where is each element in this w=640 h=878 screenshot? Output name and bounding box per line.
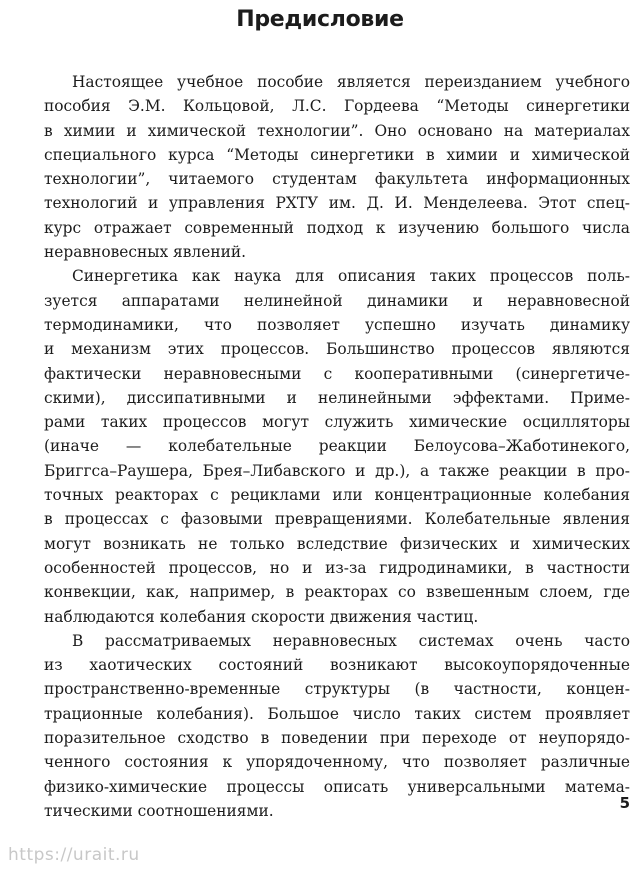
- text-line: рами таких процессов могут служить химические осцилляторы: [44, 413, 630, 432]
- text-line: технологии”, читаемого студентам факультета информационных: [44, 170, 630, 189]
- text-line: в химии и химической технологии”. Оно основано на материалах: [44, 121, 630, 140]
- text-line: ченного состояния к упорядоченному, что позволяет различные: [44, 753, 630, 772]
- paragraph-3: [44, 629, 630, 823]
- page-number: 5: [619, 794, 630, 812]
- text-line: курс отражает современный подход к изучению большого числа: [44, 218, 630, 237]
- text-line: трационные колебания). Большое число таких систем проявляет: [44, 704, 630, 723]
- text-line: могут возникать не только вследствие физических и химических: [44, 534, 630, 553]
- text-line: физико-химические процессы описать универсальными матема-: [44, 777, 630, 796]
- text-line: специального курса “Методы синергетики в химии и химической: [44, 145, 630, 164]
- text-line: конвекции, как, например, в реакторах со взвешенным слоем, где: [44, 583, 630, 602]
- text-line: поразительное сходство в поведении при переходе от неупорядо-: [44, 729, 630, 748]
- text-line: (иначе — колебательные реакции Белоусова–Жаботинекого,: [44, 437, 630, 456]
- text-line: зуется аппаратами нелинейной динамики и неравновесной: [44, 291, 630, 310]
- text-line: Синергетика как наука для описания таких процессов поль-: [72, 267, 630, 286]
- watermark-url: https://urait.ru: [8, 845, 140, 865]
- text-line: особенностей процессов, но и из-за гидродинамики, в частности: [44, 558, 630, 577]
- text-line: точных реакторах с рециклами или концентрационные колебания: [44, 486, 630, 505]
- text-line: фактически неравновесными с кооперативными (синергетиче-: [44, 364, 630, 383]
- body-text: [44, 70, 630, 823]
- text-line: в процессах с фазовыми превращениями. Колебательные явления: [44, 510, 630, 529]
- text-line: В рассматриваемых неравновесных системах очень часто: [72, 631, 630, 650]
- text-line: тическими соотношениями.: [44, 801, 274, 820]
- text-line: пособия Э.М. Кольцовой, Л.С. Гордеева “Методы синергетики: [44, 97, 630, 116]
- text-line: пространственно-временные структуры (в частности, концен-: [44, 680, 630, 699]
- text-line: Настоящее учебное пособие является переизданием учебного: [72, 73, 630, 91]
- page-title: Предисловие: [236, 7, 404, 32]
- text-line: скими), диссипативными и нелинейными эффектами. Приме-: [44, 388, 630, 407]
- text-line: Бриггса–Раушера, Брея–Либавского и др.), а также реакции в про-: [44, 461, 630, 480]
- paragraph-1: [44, 70, 630, 264]
- text-line: из хаотических состояний возникают высокоупорядоченные: [44, 656, 630, 675]
- text-line: технологий и управления РХТУ им. Д. И. Менделеева. Этот спец-: [44, 194, 630, 213]
- paragraph-2: [44, 264, 630, 628]
- text-line: и механизм этих процессов. Большинство процессов являются: [44, 340, 630, 359]
- text-line: наблюдаются колебания скорости движения частиц.: [44, 607, 479, 626]
- text-line: термодинамики, что позволяет успешно изучать динамику: [44, 315, 630, 334]
- text-line: неравновесных явлений.: [44, 243, 246, 262]
